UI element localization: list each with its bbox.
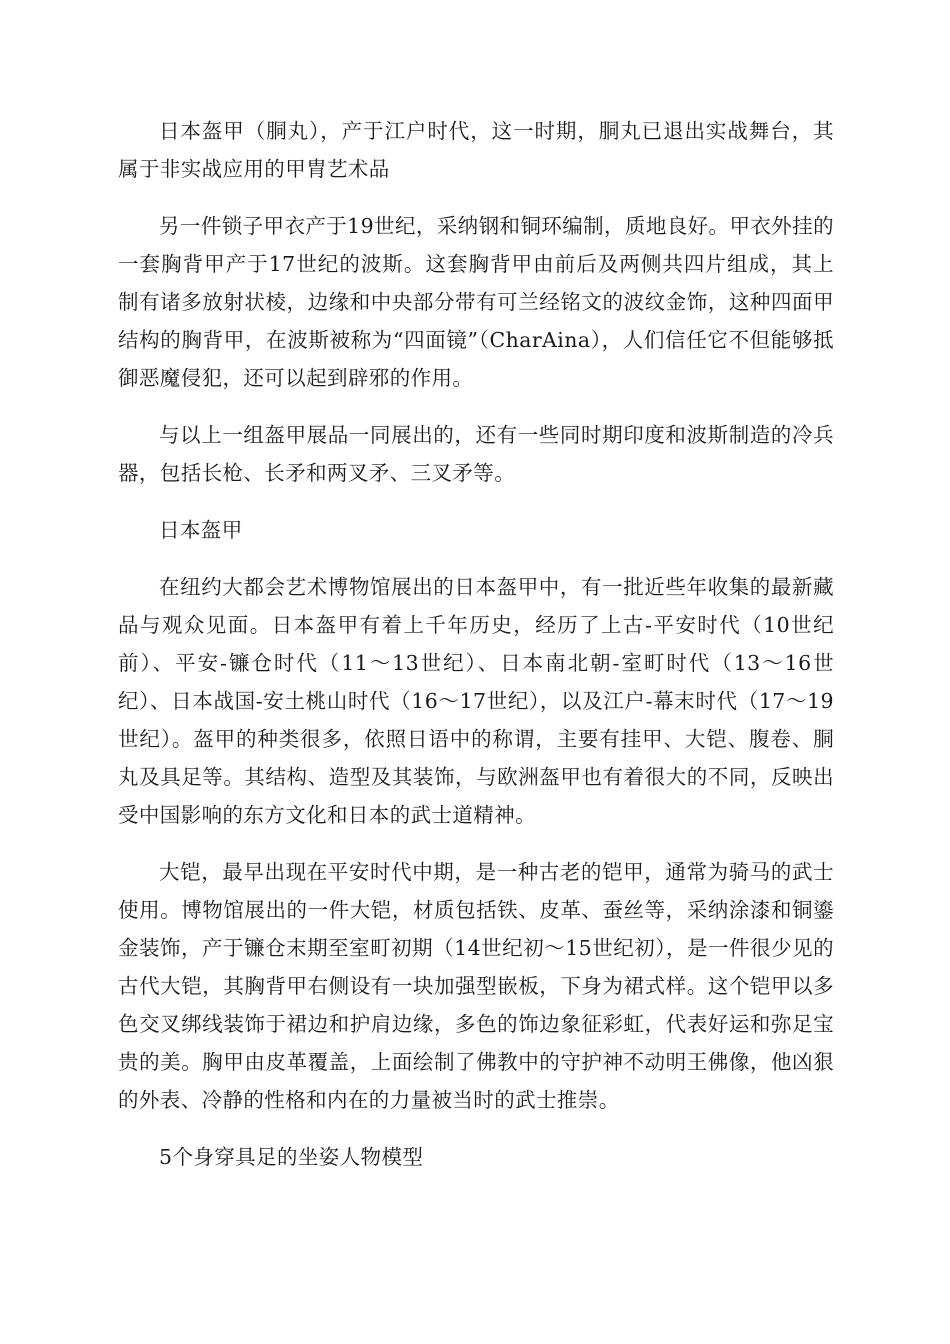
paragraph-seated-figures: 5个身穿具足的坐姿人物模型 <box>159 1145 424 1169</box>
document-page <box>118 112 834 1176</box>
paragraph-met-japanese-armor: 在纽约大都会艺术博物馆展出的日本盔甲中，有一批近些年收集的最新藏品与观众见面。日本盔甲有着上千年历史，经历了上古-平安时代（10世纪前）、平安-镰仓时代（11～13世纪）、日本南北朝-室町时代（13～16世纪）、日本战国-安土桃山时代（16～17世纪），以及江户-幕末时代（17～19世纪）。盔甲的种类很多，依照日语中的称谓，主要有挂甲、大铠、腹卷、胴丸及具足等。其结构、造型及其装饰，与欧洲盔甲也有着很大的不同，反映出受中国影响的东方文化和日本的武士道精神。 <box>118 575 834 827</box>
paragraph-chainmail-persian-armor: 另一件锁子甲衣产于19世纪，采纳钢和铜环编制，质地良好。甲衣外挂的一套胸背甲产于17世纪的波斯。这套胸背甲由前后及两侧共四片组成，其上制有诸多放射状棱，边缘和中央部分带有可兰经铭文的波纹金饰，这种四面甲结构的胸背甲，在波斯被称为“四面镜”（CharAina），人们信任它不但能够抵御恶魔侵犯，还可以起到辟邪的作用。 <box>118 214 834 390</box>
paragraph-oyoroi: 大铠，最早出现在平安时代中期，是一种古老的铠甲，通常为骑马的武士使用。博物馆展出的一件大铠，材质包括铁、皮革、蚕丝等，采纳涂漆和铜鎏金装饰，产于镰仓末期至室町初期（14世纪初～15世纪初），是一件很少见的古代大铠，其胸背甲右侧设有一块加强型嵌板，下身为裙式样。这个铠甲以多色交叉绑线装饰于裙边和护肩边缘，多色的饰边象征彩虹，代表好运和弥足宝贵的美。胸甲由皮革覆盖，上面绘制了佛教中的守护神不动明王佛像，他凶狠的外表、冷静的性格和内在的力量被当时的武士推崇。 <box>118 860 834 1112</box>
section-heading-japanese-armor: 日本盔甲 <box>159 518 243 542</box>
paragraph-cold-weapons: 与以上一组盔甲展品一同展出的，还有一些同时期印度和波斯制造的冷兵器，包括长枪、长矛和两叉矛、三叉矛等。 <box>118 423 834 485</box>
paragraph-japanese-armor-domaru: 日本盔甲（胴丸），产于江户时代，这一时期，胴丸已退出实战舞台，其属于非实战应用的甲胄艺术品 <box>118 119 834 181</box>
